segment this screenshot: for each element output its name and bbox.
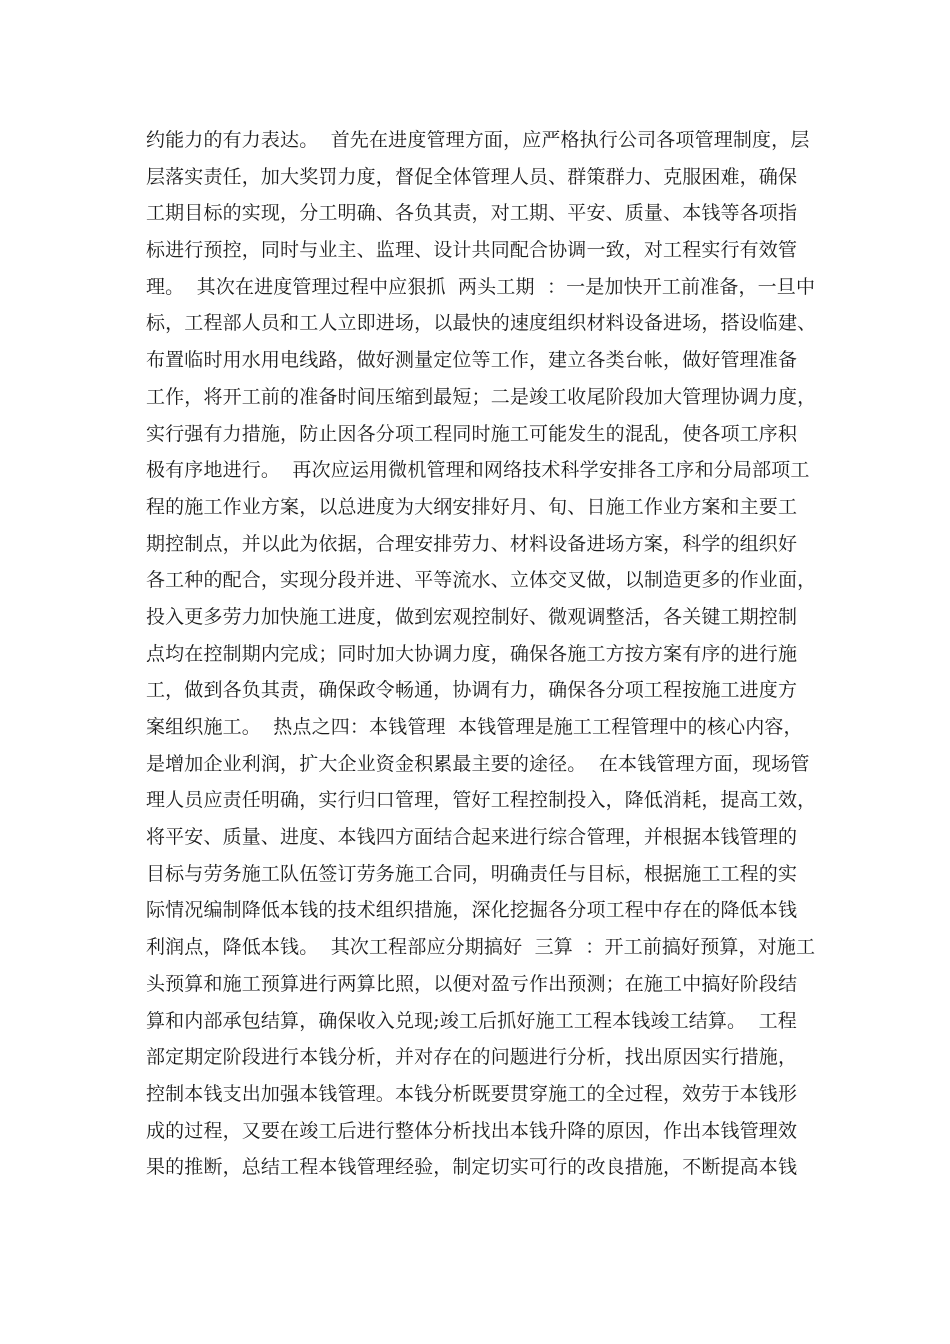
text-line: 理人员应责任明确，实行归口管理，管好工程控制投入，降低消耗，提高工效， xyxy=(146,789,817,812)
text-line: 工，做到各负其责，确保政令畅通，协调有力，确保各分项工程按施工进度方 xyxy=(146,679,798,702)
text-line: 算和内部承包结算，确保收入兑现;竣工后抓好施工工程本钱竣工结算。 工程 xyxy=(146,1009,797,1032)
text-line: 工作，将开工前的准备时间压缩到最短；二是竣工收尾阶段加大管理协调力度， xyxy=(146,385,817,408)
text-line: 布置临时用水用电线路，做好测量定位等工作，建立各类台帐，做好管理准备 xyxy=(146,349,798,372)
text-line: 将平安、质量、进度、本钱四方面结合起来进行综合管理，并根据本钱管理的 xyxy=(146,826,798,849)
text-line: 程的施工作业方案，以总进度为大纲安排好月、旬、日施工作业方案和主要工 xyxy=(146,495,798,518)
text-line: 成的过程，又要在竣工后进行整体分析找出本钱升降的原因，作出本钱管理效 xyxy=(146,1119,798,1142)
text-line: 际情况编制降低本钱的技术组织措施，深化挖掘各分项工程中存在的降低本钱 xyxy=(146,899,798,922)
text-line: 案组织施工。 热点之四：本钱管理 本钱管理是施工工程管理中的核心内容， xyxy=(146,716,803,738)
text-line: 目标与劳务施工队伍签订劳务施工合同，明确责任与目标，根据施工工程的实 xyxy=(146,862,798,885)
text-line: 是增加企业利润，扩大企业资金积累最主要的途径。 在本钱管理方面，现场管 xyxy=(146,752,810,775)
text-line: 理。 其次在进度管理过程中应狠抓 两头工期 ：一是加快开工前准备，一旦中 xyxy=(146,275,816,298)
text-line: 点均在控制期内完成；同时加大协调力度，确保各施工方按方案有序的进行施 xyxy=(146,642,798,665)
text-line: 部定期定阶段进行本钱分析，并对存在的问题进行分析，找出原因实行措施， xyxy=(146,1046,798,1069)
text-line: 期控制点，并以此为依据，合理安排劳力、材料设备进场方案，科学的组织好 xyxy=(146,532,798,555)
text-line: 果的推断，总结工程本钱管理经验，制定切实可行的改良措施，不断提高本钱 xyxy=(146,1156,798,1179)
text-line: 约能力的有力表达。 首先在进度管理方面，应严格执行公司各项管理制度，层 xyxy=(146,129,810,151)
text-line: 标，工程部人员和工人立即进场，以最快的速度组织材料设备进场，搭设临建、 xyxy=(146,312,817,335)
text-line: 利润点，降低本钱。 其次工程部应分期搞好 三算 ：开工前搞好预算，对施工 xyxy=(146,936,816,959)
text-line: 实行强有力措施，防止因各分项工程同时施工可能发生的混乱，使各项工序积 xyxy=(146,422,798,445)
text-line: 工期目标的实现，分工明确、各负其责，对工期、平安、质量、本钱等各项指 xyxy=(146,202,798,225)
text-line: 控制本钱支出加强本钱管理。本钱分析既要贯穿施工的全过程，效劳于本钱形 xyxy=(146,1082,798,1105)
text-line: 各工种的配合，实现分段并进、平等流水、立体交叉做，以制造更多的作业面， xyxy=(146,569,817,592)
text-line: 标进行预控，同时与业主、监理、设计共同配合协调一致，对工程实行有效管 xyxy=(146,239,798,262)
text-line: 极有序地进行。 再次应运用微机管理和网络技术科学安排各工序和分局部项工 xyxy=(146,459,810,482)
body-text xyxy=(146,122,817,1186)
text-line: 层落实责任，加大奖罚力度，督促全体管理人员、群策群力、克服困难，确保 xyxy=(146,165,798,188)
text-line: 投入更多劳力加快施工进度，做到宏观控制好、微观调整活，各关键工期控制 xyxy=(146,605,798,628)
text-line: 头预算和施工预算进行两算比照，以便对盈亏作出预测；在施工中搞好阶段结 xyxy=(146,972,798,995)
